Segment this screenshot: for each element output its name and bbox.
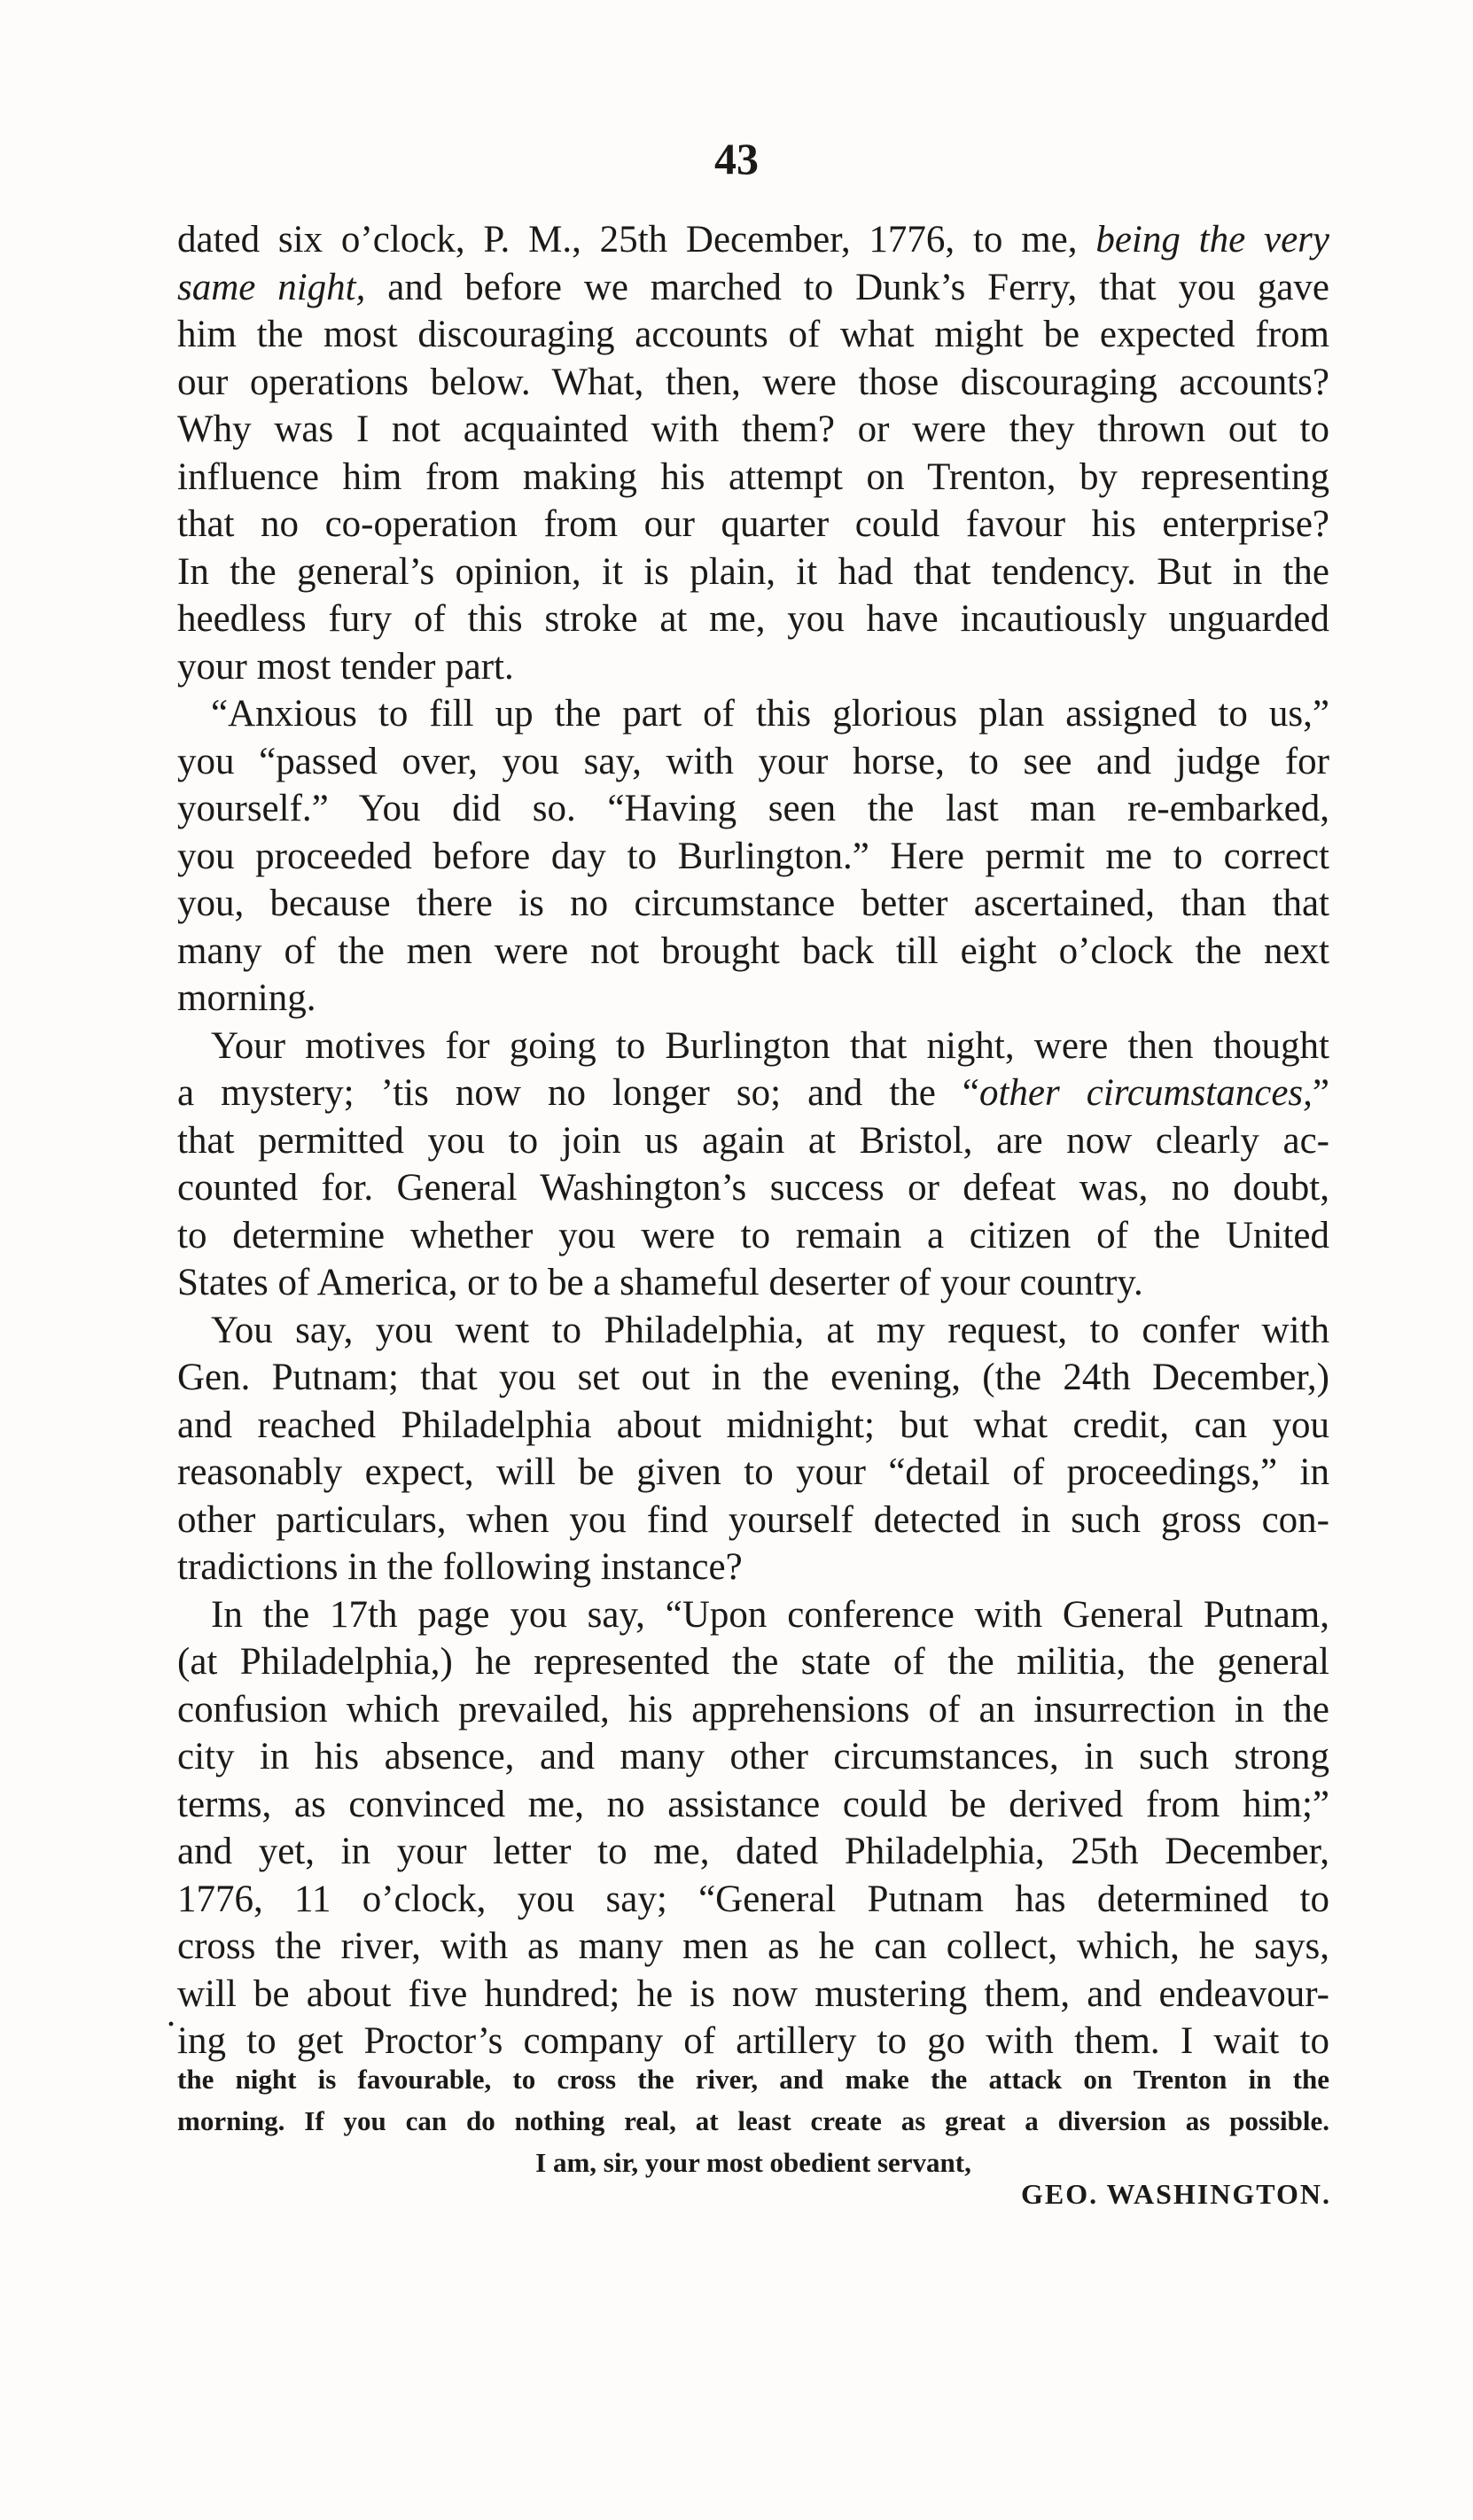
letter-line-2: morning. If you can do nothing real, at least create as great a diversion as possible. [177, 2105, 1329, 2136]
page-number: 43 [714, 134, 759, 183]
text-segment: cross the river, with as many men as he can collect, which, he says, [177, 1925, 1329, 1967]
text-segment: terms, as convinced me, no assistance could be derived from him;” [177, 1783, 1329, 1825]
text-line [177, 1354, 1329, 1402]
text-line [177, 1069, 1329, 1117]
text-line [177, 1164, 1329, 1212]
text-line [177, 548, 1329, 596]
text-line [177, 1402, 1329, 1450]
text-line [177, 928, 1329, 976]
text-segment: In the 17th page you say, “Upon conference with General Putnam, [211, 1593, 1329, 1636]
text-segment: other particulars, when you find yourself detected in such gross con- [177, 1498, 1329, 1541]
text-segment: tradictions in the following instance? [177, 1546, 743, 1588]
text-line [177, 975, 1329, 1023]
text-segment: ing to get Proctor’s company of artillery to go with them. I wait to [177, 2020, 1329, 2062]
text-segment: you proceeded before day to Burlington.” Here permit me to correct [177, 835, 1329, 877]
text-segment: you “passed over, you say, with your horse, to see and judge for [177, 740, 1329, 782]
text-line [177, 833, 1329, 881]
text-segment: morning. [177, 977, 316, 1019]
text-segment: Your motives for going to Burlington that night, were then thought [211, 1024, 1329, 1067]
text-segment: many of the men were not brought back till eight o’clock the next [177, 929, 1329, 972]
text-line [177, 454, 1329, 502]
text-segment: being the very [1095, 219, 1329, 261]
text-line [177, 1638, 1329, 1686]
text-line [177, 264, 1329, 312]
text-line [177, 1307, 1329, 1355]
text-segment: counted for. General Washington’s success or defeat was, no doubt, [177, 1167, 1329, 1209]
letter-excerpt [177, 2058, 1329, 2183]
text-segment: and before we marched to Dunk’s Ferry, that you gave [365, 266, 1329, 308]
text-line [177, 1449, 1329, 1497]
text-segment: our operations below. What, then, were those discouraging accounts? [177, 361, 1329, 403]
text-segment: a mystery; ’tis now no longer so; and the “ [177, 1072, 979, 1114]
signature: GEO. WASHINGTON. [1020, 2178, 1331, 2210]
text-line [177, 1117, 1329, 1165]
text-line [177, 1828, 1329, 1876]
text-segment: 1776, 11 o’clock, you say; “General Putnam has determined to [177, 1878, 1329, 1920]
text-line [177, 785, 1329, 833]
body-text [177, 216, 1329, 2065]
text-segment: you, because there is no circumstance better ascertained, than that [177, 883, 1329, 924]
text-segment: Gen. Putnam; that you set out in the evening, (the 24th December,) [177, 1357, 1329, 1398]
text-line [177, 1212, 1329, 1260]
text-line [177, 501, 1329, 548]
text-segment: dated six o’clock, P. M., 25th December, 1776, to me, [177, 219, 1096, 261]
text-segment: that permitted you to join us again at Bristol, are now clearly ac- [177, 1119, 1329, 1162]
text-segment: heedless fury of this stroke at me, you have incautiously unguarded [177, 598, 1329, 640]
text-line [177, 595, 1329, 643]
text-line [177, 1923, 1329, 1971]
text-line [177, 1781, 1329, 1829]
text-line [177, 738, 1329, 786]
text-line [177, 359, 1329, 407]
text-segment: and reached Philadelphia about midnight; but what credit, can you [177, 1404, 1329, 1446]
text-line [177, 1686, 1329, 1734]
text-segment: that no co-operation from our quarter could favour his enterprise? [177, 503, 1329, 545]
letter-closing: I am, sir, your most obedient servant, [535, 2147, 971, 2178]
text-line [177, 1544, 1329, 1591]
text-segment: You say, you went to Philadelphia, at my request, to confer with [211, 1309, 1329, 1351]
text-segment: and yet, in your letter to me, dated Philadelphia, 25th December, [177, 1831, 1329, 1872]
text-segment: influence him from making his attempt on Trenton, by representing [177, 455, 1329, 498]
letter-line-1: the night is favourable, to cross the river, and make the attack on Trenton in the [177, 2064, 1329, 2095]
text-line [177, 311, 1329, 359]
text-segment: your most tender part. [177, 645, 514, 688]
text-segment: him the most discouraging accounts of what might be expected from [177, 314, 1329, 355]
text-segment: (at Philadelphia,) he represented the state of the militia, the general [177, 1641, 1329, 1683]
text-line [177, 1023, 1329, 1070]
margin-mark: · [167, 2010, 176, 2039]
text-segment: other circumstances, [978, 1072, 1313, 1114]
text-line [177, 690, 1329, 738]
text-segment: confusion which prevailed, his apprehensions of an insurrection in the [177, 1688, 1329, 1731]
text-line [177, 643, 1329, 691]
text-line [177, 1259, 1329, 1307]
text-segment: reasonably expect, will be given to your “detail of proceedings,” in [177, 1451, 1329, 1493]
text-segment: yourself.” You did so. “Having seen the last man re-embarked, [177, 788, 1329, 829]
text-segment: ” [1312, 1072, 1329, 1114]
text-line [177, 216, 1329, 264]
text-line [177, 1971, 1329, 2018]
text-segment: same night, [177, 266, 366, 308]
text-line [177, 1497, 1329, 1544]
text-segment: States of America, or to be a shameful deserter of your country. [177, 1262, 1143, 1303]
text-line [177, 406, 1329, 454]
text-line [177, 880, 1329, 928]
text-segment: Why was I not acquainted with them? or were they thrown out to [177, 408, 1329, 450]
text-line [177, 1876, 1329, 1924]
text-segment: In the general’s opinion, it is plain, it had that tendency. But in the [177, 550, 1329, 593]
text-line [177, 1733, 1329, 1781]
text-line [177, 1591, 1329, 1639]
text-segment: “Anxious to fill up the part of this glorious plan assigned to us,” [211, 693, 1329, 735]
text-segment: city in his absence, and many other circumstances, in such strong [177, 1736, 1329, 1777]
text-segment: will be about five hundred; he is now mustering them, and endeavour- [177, 1972, 1329, 2015]
text-segment: to determine whether you were to remain a citizen of the United [177, 1214, 1329, 1256]
